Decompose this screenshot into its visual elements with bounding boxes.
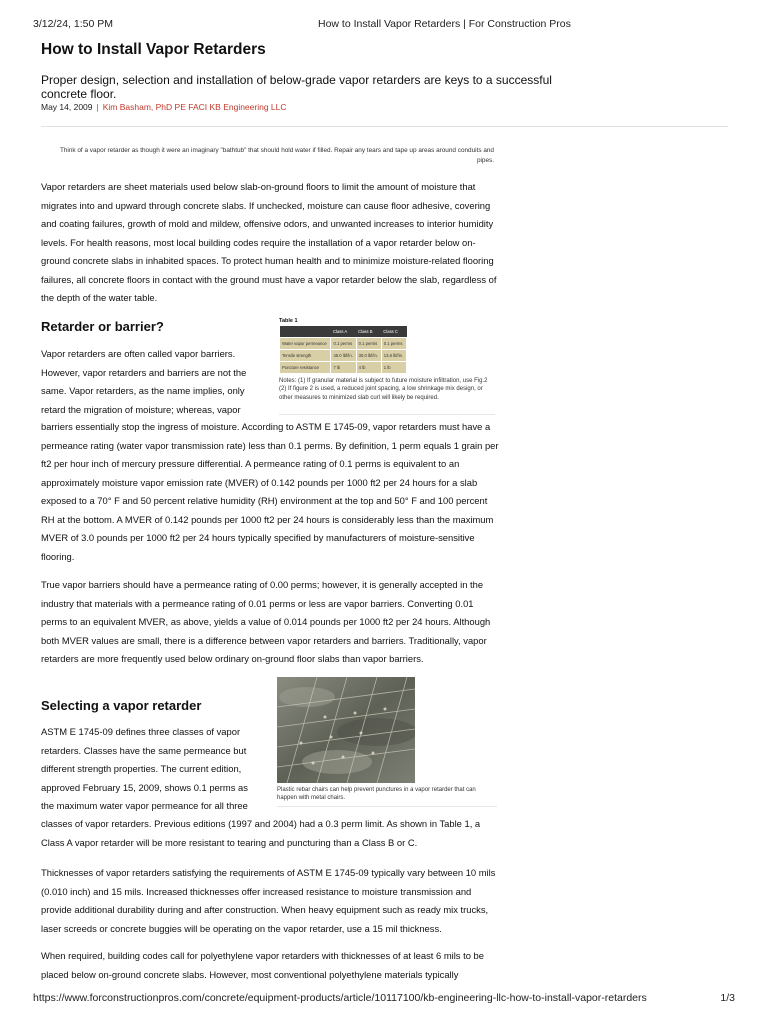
photo-image (277, 677, 415, 783)
page-url: https://www.forconstructionpros.com/concrete/equipment-products/article/10117100/kb-engineering-llc-how-to-install-vapor-retarders (33, 992, 647, 1004)
table-header: Class C (381, 326, 406, 338)
table-header (280, 326, 331, 338)
table-header: Class B (356, 326, 381, 338)
byline-separator: | (96, 102, 99, 112)
table-title: Table 1 (279, 318, 298, 324)
table-cell: 0.1 perms (381, 338, 406, 350)
table-cell: Tensile strength (280, 350, 331, 362)
paragraph-selecting-wrap: ASTM E 1745-09 defines three classes of vapor retarders. Classes have the same permeance but different strength properties. The current edition, approved February 15, 2009, shows 0.1 perms as the maximum water vapor permeance for all three (41, 726, 248, 811)
table-cell: 4 lb (356, 362, 381, 374)
photo-caption: Plastic rebar chairs can help prevent punctures in a vapor retarder that can happen with metal chairs. (277, 787, 476, 802)
table-cell: Puncture resistance (280, 362, 331, 374)
intro-paragraph: Vapor retarders are sheet materials used below slab-on-ground floors to limit the amount of moisture that migrates into and upward through concrete slabs. If unchecked, moisture can cause floor adhesive, covering and coating failures, growth of mold and mildew, offensive odors, and unwanted increases to interior humidity levels. For health reasons, most local building codes require the installation of a vapor retarder below on-ground concrete slabs in inhabited spaces. To protect human health and to minimize moisture-related flooring failures, all concrete floors in contact with the ground must have a vapor retarder below the slab, regardless of the depth of the water table. (41, 181, 497, 303)
divider (279, 414, 495, 415)
table-header: Class A (331, 326, 356, 338)
table-row (280, 338, 407, 350)
section-heading-selecting: Selecting a vapor retarder (41, 698, 202, 713)
table-notes: Notes: (1) If granular material is subject to future moisture infiltration, use Fig.2 (2) If figure 2 is used, a reduced joint spacing, a low shrinkage mix design, or other measures to minimized slab curl will likely be required. (279, 378, 488, 401)
print-datetime: 3/12/24, 1:50 PM (33, 18, 113, 30)
paragraph-codes: When required, building codes call for polyethylene vapor retarders with thicknesses of at least 6 mils to be placed below on-ground concrete slabs. However, most conventional polyethylene materials typically (41, 950, 484, 980)
spec-table (279, 326, 407, 374)
table-row (280, 362, 407, 374)
print-page-title: How to Install Vapor Retarders | For Construction Pros (318, 18, 571, 30)
print-header (0, 0, 768, 34)
table-row (280, 350, 407, 362)
rebar-chairs-photo (277, 677, 415, 783)
table-cell: 7 lb (331, 362, 356, 374)
table-cell: 45.0 lbf/in. (331, 350, 356, 362)
publish-date: May 14, 2009 (41, 102, 93, 112)
table-cell: 30.0 lbf/in. (356, 350, 381, 362)
paragraph-retarder-wrap: Vapor retarders are often called vapor barriers. However, vapor retarders and barriers are not the same. Vapor retarders, as the name implies, only retard the migration of moisture; whereas, vapor (41, 348, 247, 415)
table-cell: 13.6 lbf/in. (381, 350, 406, 362)
divider (41, 126, 728, 127)
article-title: How to Install Vapor Retarders (41, 41, 266, 58)
article-deck: Proper design, selection and installation of below-grade vapor retarders are keys to a successful concrete floor. (41, 73, 552, 101)
paragraph-selecting-cont: classes of vapor retarders. Previous editions (1997 and 2004) had a 0.3 perm limit. As shown in Table 1, a Class A vapor retarder will be more resistant to tearing and puncturing than a Class B or C. (41, 818, 481, 848)
table-cell: 0.1 perms (331, 338, 356, 350)
table-cell: 0.1 perms (356, 338, 381, 350)
table-1 (279, 318, 495, 402)
paragraph-true-barriers: True vapor barriers should have a permeance rating of 0.00 perms; however, it is generally accepted in the industry that materials with a permeance rating of 0.01 perms or less are vapor barriers. Converting 0.01 perms to an equivalent MVER, as above, yields a value of 0.014 pounds per 1000 ft2 per 24 hours. Although both MVER values are small, there is a difference between vapor retarders and barriers. Traditionally, vapor retarders are more frequently used below ordinary on-ground floor slabs than vapor barriers. (41, 579, 491, 664)
section-heading-retarder: Retarder or barrier? (41, 319, 164, 334)
page-number: 1/3 (720, 992, 735, 1004)
table-cell: 1 lb (381, 362, 406, 374)
author-link[interactable]: Kim Basham, PhD PE FACI KB Engineering LLC (102, 102, 287, 112)
byline (41, 102, 287, 112)
divider (277, 806, 497, 807)
paragraph-thickness: Thicknesses of vapor retarders satisfying the requirements of ASTM E 1745-09 typically vary between 10 mils (0.010 inch) and 15 mils. Increased thicknesses offer increased resistance to moisture transmission and provide additional durability during and after construction. When heavy equipment such as ready mix trucks, laser screeds or concrete buggies will be operating on the vapor retarder, use a 15 mil thickness. (41, 867, 496, 934)
paragraph-retarder-cont: barriers essentially stop the ingress of moisture. According to ASTM E 1745-09, vapor retarders must have a permeance rating (water vapor transmission rate) less than 0.1 perms. By definition, 1 perm equals 1 grain per ft2 per hour inch of mercury pressure differential. A permeance rating of 0.1 perms is equivalent to an approximately moisture vapor emission rate (MVER) of 0.142 pounds per 1000 ft2 per 24 hours for a slab exposed to a 70° F and 50 percent relative humidity (RH) environment at the top and 50° F and 100 percent RH at the bottom. A MVER of 0.142 pounds per 1000 ft2 per 24 hours is considerably less than the maximum MVER of 3.0 pounds per 1000 ft2 per 24 hours typically specified by manufacturers of moisture-sensitive flooring. (41, 421, 499, 562)
table-cell: Water vapor permeance (280, 338, 331, 350)
image-caption: Think of a vapor retarder as though it were an imaginary "bathtub" that should hold water if filled. Repair any tears and tape up areas around conduits and pipes. (59, 147, 494, 164)
